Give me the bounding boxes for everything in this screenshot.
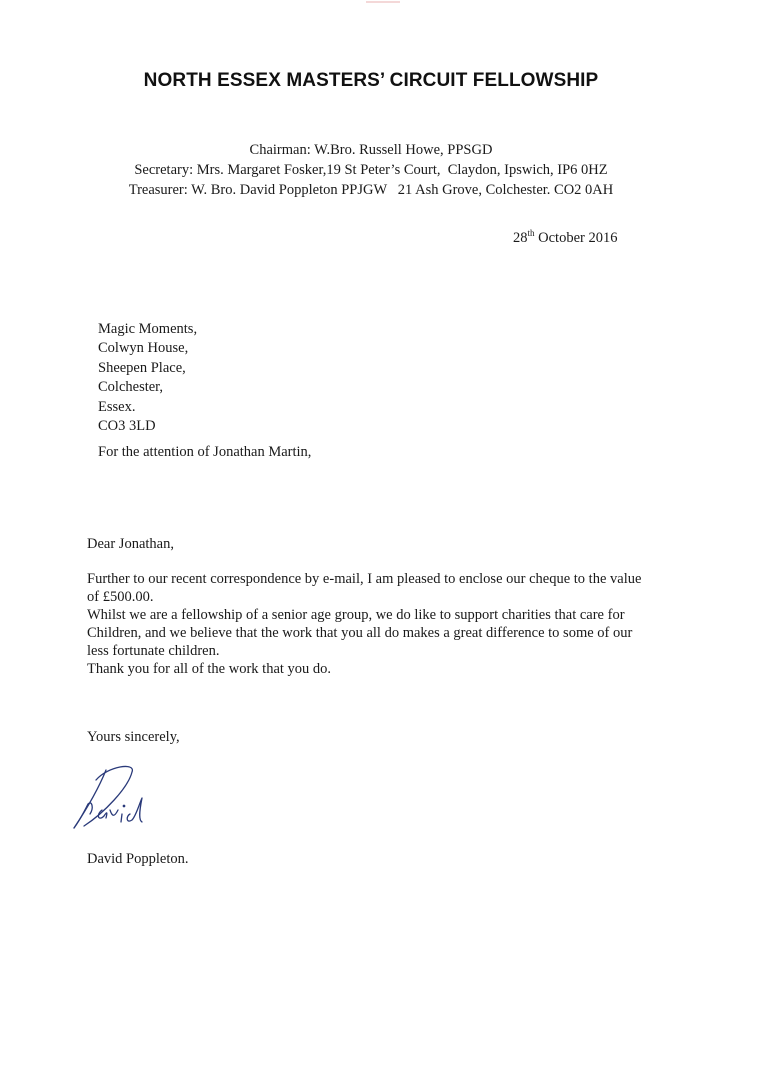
closing: Yours sincerely, — [87, 729, 180, 745]
address-line: Colchester, — [98, 379, 164, 396]
recipient-address — [98, 320, 197, 436]
body-line: Further to our recent correspondence by e-mail, I am pleased to enclose our cheque to the value — [87, 571, 642, 587]
signer-name: David Poppleton. — [87, 851, 189, 867]
date-day: 28 — [513, 230, 528, 246]
letter-date — [513, 230, 617, 247]
organisation-title: NORTH ESSEX MASTERS’ CIRCUIT FELLOWSHIP — [143, 70, 599, 91]
date-month-year: October 2016 — [534, 230, 618, 246]
address-line: Essex. — [98, 398, 136, 415]
attention-line: For the attention of Jonathan Martin, — [98, 444, 312, 460]
officers-block — [0, 140, 742, 200]
body-line: Thank you for all of the work that you do. — [87, 661, 332, 677]
date-suffix: th — [527, 228, 535, 238]
body-line: Children, and we believe that the work that you all do makes a great difference to some of our — [87, 625, 633, 641]
salutation: Dear Jonathan, — [87, 536, 174, 552]
treasurer-line: Treasurer: W. Bro. David Poppleton PPJGW 21 Ash Grove, Colchester. CO2 0AH — [128, 182, 614, 198]
chairman-line: Chairman: W.Bro. Russell Howe, PPSGD — [249, 142, 493, 158]
body-line: Whilst we are a fellowship of a senior age group, we do like to support charities that care for — [87, 607, 625, 623]
address-line: CO3 3LD — [98, 418, 156, 435]
secretary-line: Secretary: Mrs. Margaret Fosker,19 St Peter’s Court, Claydon, Ipswich, IP6 0HZ — [134, 162, 608, 178]
body-line: less fortunate children. — [87, 643, 220, 659]
address-line: Colwyn House, — [98, 340, 189, 357]
handwritten-signature — [66, 758, 166, 838]
address-line: Magic Moments, — [98, 321, 198, 337]
scan-mark — [366, 0, 400, 4]
address-line: Sheepen Place, — [98, 359, 186, 376]
letter-body — [87, 570, 727, 678]
body-line: of £500.00. — [87, 589, 154, 605]
